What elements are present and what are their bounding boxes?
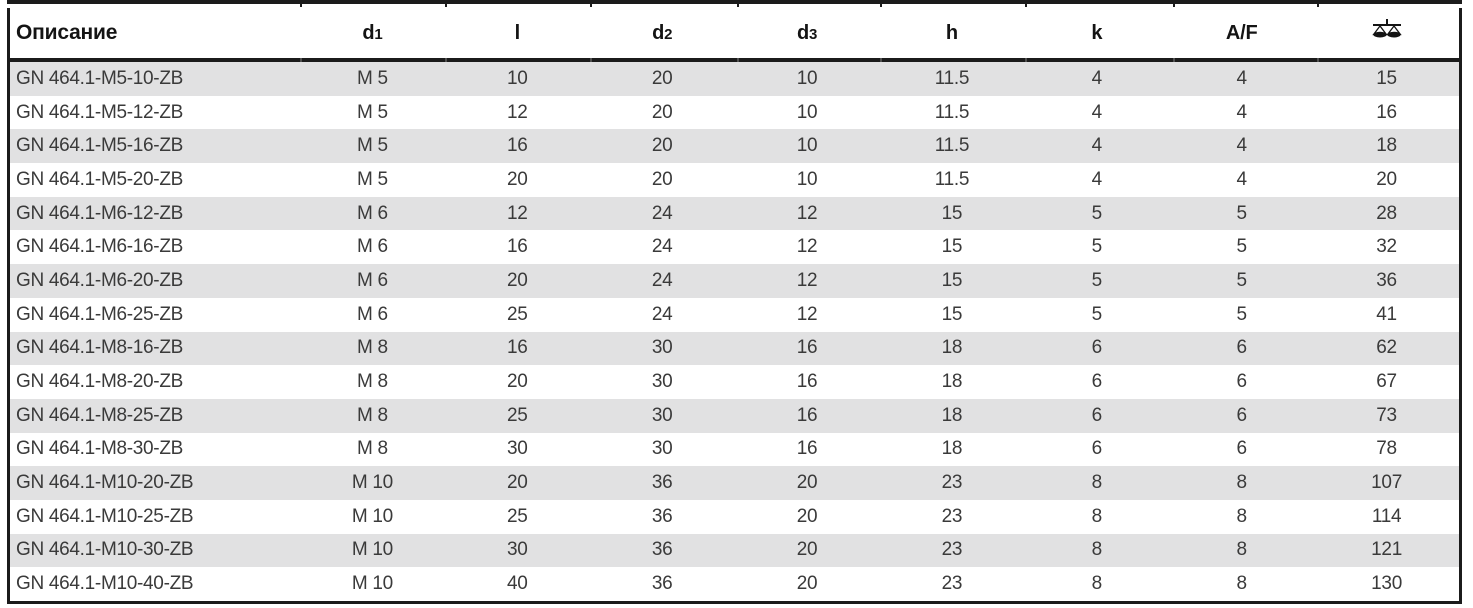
column-tick bbox=[1025, 0, 1027, 7]
value-cell: 121 bbox=[1371, 539, 1402, 561]
value-cell: 24 bbox=[651, 202, 673, 224]
value-cell: 12 bbox=[507, 101, 528, 123]
value-cell: 130 bbox=[1371, 573, 1402, 595]
value-cell: 4 bbox=[1236, 101, 1247, 123]
value-cell: 30 bbox=[651, 337, 673, 359]
table-frame bbox=[7, 8, 1462, 604]
value-cell: 24 bbox=[651, 303, 673, 325]
column-tick bbox=[1173, 58, 1175, 62]
value-cell: 6 bbox=[1091, 337, 1102, 359]
value-cell: 15 bbox=[941, 303, 963, 325]
value-cell: 4 bbox=[1091, 67, 1102, 89]
value-cell: 11.5 bbox=[934, 67, 970, 89]
table-row bbox=[10, 399, 1459, 433]
table-row bbox=[10, 264, 1459, 298]
table-row bbox=[10, 500, 1459, 534]
value-cell: 4 bbox=[1091, 135, 1102, 157]
table-row bbox=[10, 567, 1459, 601]
column-tick bbox=[445, 0, 447, 7]
value-cell: 5 bbox=[1091, 269, 1102, 291]
value-cell: 5 bbox=[1236, 303, 1247, 325]
value-cell: 12 bbox=[796, 202, 818, 224]
column-tick bbox=[300, 0, 302, 7]
value-cell: 6 bbox=[1236, 337, 1247, 359]
value-cell: 36 bbox=[651, 573, 673, 595]
value-cell: M 10 bbox=[351, 472, 393, 494]
value-cell: 10 bbox=[796, 67, 818, 89]
column-header-d3: d3 bbox=[796, 21, 818, 44]
value-cell: M 6 bbox=[357, 236, 388, 258]
table-row bbox=[10, 332, 1459, 366]
value-cell: 36 bbox=[651, 539, 673, 561]
value-cell: 20 bbox=[651, 135, 673, 157]
value-cell: 41 bbox=[1376, 303, 1397, 325]
value-cell: 5 bbox=[1236, 269, 1247, 291]
value-cell: 4 bbox=[1236, 135, 1247, 157]
value-cell: 20 bbox=[507, 472, 528, 494]
value-cell: 16 bbox=[1376, 101, 1397, 123]
value-cell: 36 bbox=[651, 505, 673, 527]
value-cell: 18 bbox=[941, 438, 963, 460]
value-cell: 114 bbox=[1371, 505, 1402, 527]
value-cell: M 5 bbox=[357, 101, 388, 123]
value-cell: M 10 bbox=[351, 539, 393, 561]
value-cell: 28 bbox=[1376, 202, 1397, 224]
column-header-k: k bbox=[1091, 21, 1103, 44]
value-cell: 32 bbox=[1376, 236, 1397, 258]
value-cell: 24 bbox=[651, 236, 673, 258]
column-tick bbox=[590, 58, 592, 62]
column-header-d1: d1 bbox=[362, 21, 383, 44]
column-tick bbox=[737, 58, 739, 62]
table-row bbox=[10, 534, 1459, 568]
value-cell: 78 bbox=[1376, 438, 1397, 460]
value-cell: 8 bbox=[1091, 573, 1102, 595]
value-cell: 16 bbox=[507, 236, 528, 258]
value-cell: 4 bbox=[1236, 168, 1247, 190]
value-cell: 8 bbox=[1236, 539, 1247, 561]
value-cell: M 10 bbox=[351, 505, 393, 527]
value-cell: 15 bbox=[941, 269, 963, 291]
part-number-cell: GN 464.1-M8-16-ZB bbox=[16, 337, 184, 359]
column-header-weight bbox=[1314, 19, 1459, 47]
part-number-cell: GN 464.1-M10-30-ZB bbox=[16, 539, 194, 561]
table-row bbox=[10, 433, 1459, 467]
value-cell: 36 bbox=[1376, 269, 1397, 291]
value-cell: 107 bbox=[1371, 472, 1402, 494]
part-number-cell: GN 464.1-M5-10-ZB bbox=[16, 67, 184, 89]
value-cell: 5 bbox=[1091, 236, 1102, 258]
part-number-cell: GN 464.1-M6-12-ZB bbox=[16, 202, 184, 224]
value-cell: 8 bbox=[1236, 573, 1247, 595]
column-tick bbox=[880, 58, 882, 62]
value-cell: 30 bbox=[651, 404, 673, 426]
part-number-cell: GN 464.1-M5-16-ZB bbox=[16, 135, 184, 157]
value-cell: 20 bbox=[796, 472, 818, 494]
value-cell: 5 bbox=[1236, 236, 1247, 258]
column-tick bbox=[1317, 0, 1319, 7]
value-cell: 16 bbox=[796, 438, 818, 460]
value-cell: 30 bbox=[507, 539, 528, 561]
value-cell: 36 bbox=[651, 472, 673, 494]
value-cell: 23 bbox=[941, 472, 963, 494]
column-tick bbox=[1025, 58, 1027, 62]
table-body bbox=[10, 62, 1459, 601]
column-header-h: h bbox=[945, 21, 958, 44]
table-row bbox=[10, 62, 1459, 96]
value-cell: 24 bbox=[651, 269, 673, 291]
part-number-cell: GN 464.1-M8-30-ZB bbox=[16, 438, 184, 460]
balance-scale-icon bbox=[1371, 19, 1403, 41]
column-tick bbox=[590, 0, 592, 7]
value-cell: 5 bbox=[1236, 202, 1247, 224]
value-cell: 8 bbox=[1091, 505, 1102, 527]
value-cell: 20 bbox=[507, 168, 528, 190]
value-cell: 6 bbox=[1236, 371, 1247, 393]
value-cell: 20 bbox=[507, 269, 528, 291]
value-cell: 20 bbox=[796, 539, 818, 561]
table-row bbox=[10, 230, 1459, 264]
value-cell: 12 bbox=[507, 202, 528, 224]
column-header-label: Описание bbox=[16, 21, 118, 44]
value-cell: 18 bbox=[1376, 135, 1397, 157]
part-number-cell: GN 464.1-M8-25-ZB bbox=[16, 404, 184, 426]
value-cell: M 5 bbox=[357, 168, 388, 190]
value-cell: 16 bbox=[507, 337, 528, 359]
part-number-cell: GN 464.1-M6-16-ZB bbox=[16, 236, 184, 258]
part-number-cell: GN 464.1-M8-20-ZB bbox=[16, 371, 184, 393]
column-tick bbox=[1317, 58, 1319, 62]
value-cell: 23 bbox=[941, 539, 963, 561]
value-cell: 5 bbox=[1091, 303, 1102, 325]
value-cell: 10 bbox=[796, 168, 818, 190]
value-cell: M 8 bbox=[357, 371, 388, 393]
value-cell: 16 bbox=[796, 371, 818, 393]
value-cell: 20 bbox=[1376, 168, 1397, 190]
column-header-d2: d2 bbox=[652, 21, 673, 44]
part-number-cell: GN 464.1-M10-25-ZB bbox=[16, 505, 194, 527]
value-cell: 20 bbox=[507, 371, 528, 393]
value-cell: 30 bbox=[651, 438, 673, 460]
value-cell: 30 bbox=[651, 371, 673, 393]
part-number-cell: GN 464.1-M6-20-ZB bbox=[16, 269, 184, 291]
value-cell: 11.5 bbox=[934, 101, 970, 123]
table-header-row bbox=[10, 8, 1459, 58]
value-cell: 16 bbox=[796, 337, 818, 359]
value-cell: 12 bbox=[796, 269, 818, 291]
value-cell: 8 bbox=[1236, 505, 1247, 527]
value-cell: 20 bbox=[651, 168, 673, 190]
value-cell: 25 bbox=[507, 505, 528, 527]
value-cell: 10 bbox=[796, 135, 818, 157]
value-cell: 16 bbox=[796, 404, 818, 426]
value-cell: 40 bbox=[507, 573, 528, 595]
value-cell: M 5 bbox=[357, 67, 388, 89]
header-separator-rule bbox=[10, 58, 1459, 62]
value-cell: M 6 bbox=[357, 303, 388, 325]
value-cell: 18 bbox=[941, 337, 963, 359]
value-cell: 18 bbox=[941, 404, 963, 426]
value-cell: 23 bbox=[941, 573, 963, 595]
table-top-rule bbox=[7, 0, 1462, 4]
value-cell: 4 bbox=[1236, 67, 1247, 89]
value-cell: 25 bbox=[507, 404, 528, 426]
value-cell: 16 bbox=[507, 135, 528, 157]
table-row bbox=[10, 466, 1459, 500]
table-row bbox=[10, 96, 1459, 130]
value-cell: 6 bbox=[1091, 371, 1102, 393]
value-cell: 8 bbox=[1091, 472, 1102, 494]
column-tick bbox=[880, 0, 882, 7]
part-number-cell: GN 464.1-M10-40-ZB bbox=[16, 573, 194, 595]
value-cell: M 5 bbox=[357, 135, 388, 157]
value-cell: 6 bbox=[1091, 404, 1102, 426]
column-tick bbox=[737, 0, 739, 7]
table-row bbox=[10, 197, 1459, 231]
table-row bbox=[10, 365, 1459, 399]
value-cell: M 8 bbox=[357, 337, 388, 359]
value-cell: 8 bbox=[1236, 472, 1247, 494]
column-header-description bbox=[10, 21, 300, 45]
value-cell: 8 bbox=[1091, 539, 1102, 561]
column-header-af: A/F bbox=[1225, 21, 1258, 44]
column-tick bbox=[300, 58, 302, 62]
value-cell: 15 bbox=[941, 236, 963, 258]
table-row bbox=[10, 129, 1459, 163]
value-cell: 15 bbox=[941, 202, 963, 224]
value-cell: 11.5 bbox=[934, 135, 970, 157]
value-cell: 6 bbox=[1236, 438, 1247, 460]
value-cell: 6 bbox=[1236, 404, 1247, 426]
value-cell: 20 bbox=[796, 505, 818, 527]
value-cell: 12 bbox=[796, 303, 818, 325]
value-cell: M 6 bbox=[357, 202, 388, 224]
value-cell: 5 bbox=[1091, 202, 1102, 224]
value-cell: 4 bbox=[1091, 168, 1102, 190]
part-number-cell: GN 464.1-M10-20-ZB bbox=[16, 472, 194, 494]
table-row bbox=[10, 298, 1459, 332]
value-cell: 67 bbox=[1376, 371, 1397, 393]
value-cell: 30 bbox=[507, 438, 528, 460]
value-cell: 12 bbox=[796, 236, 818, 258]
value-cell: M 10 bbox=[351, 573, 393, 595]
value-cell: 73 bbox=[1376, 404, 1397, 426]
part-number-cell: GN 464.1-M5-12-ZB bbox=[16, 101, 184, 123]
value-cell: 10 bbox=[796, 101, 818, 123]
value-cell: 20 bbox=[651, 67, 673, 89]
column-tick bbox=[1173, 0, 1175, 7]
value-cell: M 8 bbox=[357, 438, 388, 460]
value-cell: M 6 bbox=[357, 269, 388, 291]
value-cell: 11.5 bbox=[934, 168, 970, 190]
table-row bbox=[10, 163, 1459, 197]
value-cell: 20 bbox=[796, 573, 818, 595]
value-cell: 25 bbox=[507, 303, 528, 325]
value-cell: 6 bbox=[1091, 438, 1102, 460]
part-number-cell: GN 464.1-M5-20-ZB bbox=[16, 168, 184, 190]
value-cell: 10 bbox=[507, 67, 528, 89]
value-cell: 62 bbox=[1376, 337, 1397, 359]
value-cell: 20 bbox=[651, 101, 673, 123]
part-number-cell: GN 464.1-M6-25-ZB bbox=[16, 303, 184, 325]
value-cell: M 8 bbox=[357, 404, 388, 426]
value-cell: 18 bbox=[941, 371, 963, 393]
column-tick bbox=[445, 58, 447, 62]
value-cell: 15 bbox=[1376, 67, 1397, 89]
column-header-l: l bbox=[514, 21, 520, 44]
value-cell: 23 bbox=[941, 505, 963, 527]
value-cell: 4 bbox=[1091, 101, 1102, 123]
